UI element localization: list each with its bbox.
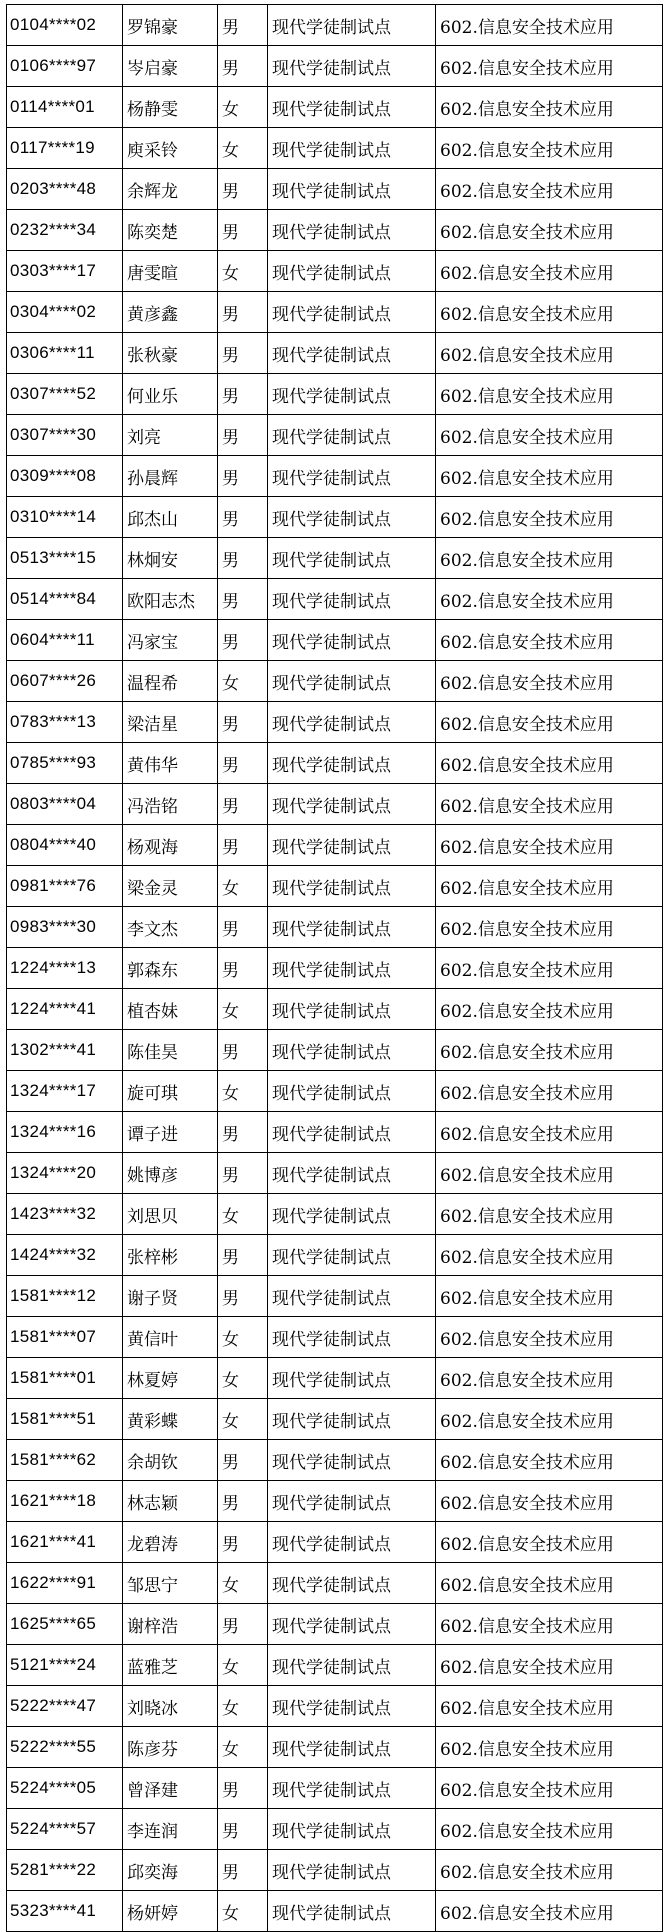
student-id-cell: 0304****02 <box>7 292 123 333</box>
major-cell: 602.信息安全技术应用 <box>436 1317 663 1358</box>
table-row <box>7 1604 663 1645</box>
student-name-cell: 邱杰山 <box>123 497 218 538</box>
student-id-cell: 1625****65 <box>7 1604 123 1645</box>
student-id-cell: 0117****19 <box>7 128 123 169</box>
major-cell: 602.信息安全技术应用 <box>436 989 663 1030</box>
student-id-cell: 1224****13 <box>7 948 123 989</box>
student-name-cell: 林炯安 <box>123 538 218 579</box>
gender-cell: 男 <box>218 538 268 579</box>
table-row <box>7 1850 663 1891</box>
program-type-cell: 现代学徒制试点 <box>268 5 436 46</box>
student-id-cell: 1581****01 <box>7 1358 123 1399</box>
student-name-cell: 陈彦芬 <box>123 1727 218 1768</box>
major-cell: 602.信息安全技术应用 <box>436 1276 663 1317</box>
major-cell: 602.信息安全技术应用 <box>436 1809 663 1850</box>
student-id-cell: 0309****08 <box>7 456 123 497</box>
student-id-cell: 5121****24 <box>7 1645 123 1686</box>
major-cell: 602.信息安全技术应用 <box>436 825 663 866</box>
gender-cell: 女 <box>218 251 268 292</box>
table-row <box>7 1317 663 1358</box>
table-row <box>7 1112 663 1153</box>
student-name-cell: 林夏婷 <box>123 1358 218 1399</box>
table-row <box>7 333 663 374</box>
student-name-cell: 陈佳昊 <box>123 1030 218 1071</box>
program-type-cell: 现代学徒制试点 <box>268 210 436 251</box>
major-cell: 602.信息安全技术应用 <box>436 1440 663 1481</box>
student-name-cell: 刘晓冰 <box>123 1686 218 1727</box>
major-cell: 602.信息安全技术应用 <box>436 128 663 169</box>
student-name-cell: 余胡钦 <box>123 1440 218 1481</box>
major-cell: 602.信息安全技术应用 <box>436 1891 663 1932</box>
student-id-cell: 1621****41 <box>7 1522 123 1563</box>
gender-cell: 男 <box>218 46 268 87</box>
table-row <box>7 907 663 948</box>
gender-cell: 男 <box>218 1235 268 1276</box>
gender-cell: 女 <box>218 661 268 702</box>
major-cell: 602.信息安全技术应用 <box>436 1358 663 1399</box>
student-name-cell: 何业乐 <box>123 374 218 415</box>
student-id-cell: 1581****07 <box>7 1317 123 1358</box>
table-row <box>7 251 663 292</box>
student-id-cell: 0783****13 <box>7 702 123 743</box>
major-cell: 602.信息安全技术应用 <box>436 1768 663 1809</box>
table-row <box>7 825 663 866</box>
program-type-cell: 现代学徒制试点 <box>268 702 436 743</box>
major-cell: 602.信息安全技术应用 <box>436 87 663 128</box>
major-cell: 602.信息安全技术应用 <box>436 292 663 333</box>
major-cell: 602.信息安全技术应用 <box>436 1153 663 1194</box>
major-cell: 602.信息安全技术应用 <box>436 866 663 907</box>
program-type-cell: 现代学徒制试点 <box>268 1768 436 1809</box>
major-cell: 602.信息安全技术应用 <box>436 333 663 374</box>
gender-cell: 男 <box>218 1522 268 1563</box>
major-cell: 602.信息安全技术应用 <box>436 661 663 702</box>
major-cell: 602.信息安全技术应用 <box>436 374 663 415</box>
student-name-cell: 梁金灵 <box>123 866 218 907</box>
major-cell: 602.信息安全技术应用 <box>436 1522 663 1563</box>
gender-cell: 女 <box>218 1727 268 1768</box>
gender-cell: 男 <box>218 579 268 620</box>
program-type-cell: 现代学徒制试点 <box>268 1276 436 1317</box>
major-cell: 602.信息安全技术应用 <box>436 1235 663 1276</box>
table-row <box>7 1276 663 1317</box>
program-type-cell: 现代学徒制试点 <box>268 1850 436 1891</box>
program-type-cell: 现代学徒制试点 <box>268 1071 436 1112</box>
gender-cell: 男 <box>218 333 268 374</box>
major-cell: 602.信息安全技术应用 <box>436 1850 663 1891</box>
student-name-cell: 梁洁星 <box>123 702 218 743</box>
student-name-cell: 谢子贤 <box>123 1276 218 1317</box>
student-id-cell: 0983****30 <box>7 907 123 948</box>
program-type-cell: 现代学徒制试点 <box>268 1235 436 1276</box>
student-id-cell: 1423****32 <box>7 1194 123 1235</box>
student-id-cell: 0307****30 <box>7 415 123 456</box>
major-cell: 602.信息安全技术应用 <box>436 538 663 579</box>
table-row <box>7 579 663 620</box>
table-row <box>7 784 663 825</box>
student-name-cell: 植杏妹 <box>123 989 218 1030</box>
student-id-cell: 0803****04 <box>7 784 123 825</box>
gender-cell: 女 <box>218 128 268 169</box>
major-cell: 602.信息安全技术应用 <box>436 1563 663 1604</box>
table-row <box>7 1563 663 1604</box>
student-id-cell: 5281****22 <box>7 1850 123 1891</box>
gender-cell: 男 <box>218 1850 268 1891</box>
student-id-cell: 1581****51 <box>7 1399 123 1440</box>
program-type-cell: 现代学徒制试点 <box>268 620 436 661</box>
major-cell: 602.信息安全技术应用 <box>436 1727 663 1768</box>
program-type-cell: 现代学徒制试点 <box>268 866 436 907</box>
student-id-cell: 0514****84 <box>7 579 123 620</box>
program-type-cell: 现代学徒制试点 <box>268 1604 436 1645</box>
student-id-cell: 5224****05 <box>7 1768 123 1809</box>
gender-cell: 女 <box>218 866 268 907</box>
program-type-cell: 现代学徒制试点 <box>268 989 436 1030</box>
student-name-cell: 庾采铃 <box>123 128 218 169</box>
table-row <box>7 1686 663 1727</box>
program-type-cell: 现代学徒制试点 <box>268 128 436 169</box>
program-type-cell: 现代学徒制试点 <box>268 1399 436 1440</box>
major-cell: 602.信息安全技术应用 <box>436 456 663 497</box>
table-row <box>7 866 663 907</box>
gender-cell: 男 <box>218 1112 268 1153</box>
student-name-cell: 张秋豪 <box>123 333 218 374</box>
program-type-cell: 现代学徒制试点 <box>268 1194 436 1235</box>
student-name-cell: 黄伟华 <box>123 743 218 784</box>
gender-cell: 女 <box>218 1358 268 1399</box>
program-type-cell: 现代学徒制试点 <box>268 784 436 825</box>
student-id-cell: 0303****17 <box>7 251 123 292</box>
student-name-cell: 刘思贝 <box>123 1194 218 1235</box>
student-id-cell: 0104****02 <box>7 5 123 46</box>
major-cell: 602.信息安全技术应用 <box>436 1112 663 1153</box>
student-id-cell: 0306****11 <box>7 333 123 374</box>
gender-cell: 男 <box>218 374 268 415</box>
student-id-cell: 0310****14 <box>7 497 123 538</box>
student-id-cell: 1324****17 <box>7 1071 123 1112</box>
program-type-cell: 现代学徒制试点 <box>268 948 436 989</box>
major-cell: 602.信息安全技术应用 <box>436 620 663 661</box>
student-id-cell: 1424****32 <box>7 1235 123 1276</box>
major-cell: 602.信息安全技术应用 <box>436 1071 663 1112</box>
table-row <box>7 1194 663 1235</box>
student-id-cell: 1581****62 <box>7 1440 123 1481</box>
gender-cell: 男 <box>218 702 268 743</box>
student-id-cell: 0604****11 <box>7 620 123 661</box>
major-cell: 602.信息安全技术应用 <box>436 1604 663 1645</box>
table-row <box>7 128 663 169</box>
student-list-table <box>6 4 663 1932</box>
gender-cell: 女 <box>218 1686 268 1727</box>
student-id-cell: 5222****47 <box>7 1686 123 1727</box>
program-type-cell: 现代学徒制试点 <box>268 1891 436 1932</box>
program-type-cell: 现代学徒制试点 <box>268 825 436 866</box>
gender-cell: 男 <box>218 1809 268 1850</box>
student-name-cell: 邱奕海 <box>123 1850 218 1891</box>
gender-cell: 男 <box>218 456 268 497</box>
student-name-cell: 欧阳志杰 <box>123 579 218 620</box>
table-row <box>7 702 663 743</box>
gender-cell: 男 <box>218 1153 268 1194</box>
major-cell: 602.信息安全技术应用 <box>436 579 663 620</box>
student-name-cell: 黄彩蝶 <box>123 1399 218 1440</box>
student-id-cell: 0981****76 <box>7 866 123 907</box>
table-row <box>7 1768 663 1809</box>
program-type-cell: 现代学徒制试点 <box>268 87 436 128</box>
table-row <box>7 661 663 702</box>
major-cell: 602.信息安全技术应用 <box>436 1481 663 1522</box>
major-cell: 602.信息安全技术应用 <box>436 5 663 46</box>
program-type-cell: 现代学徒制试点 <box>268 1809 436 1850</box>
program-type-cell: 现代学徒制试点 <box>268 497 436 538</box>
program-type-cell: 现代学徒制试点 <box>268 251 436 292</box>
gender-cell: 男 <box>218 1440 268 1481</box>
student-name-cell: 唐雯暄 <box>123 251 218 292</box>
student-name-cell: 蓝雅芝 <box>123 1645 218 1686</box>
program-type-cell: 现代学徒制试点 <box>268 333 436 374</box>
table-row <box>7 1071 663 1112</box>
major-cell: 602.信息安全技术应用 <box>436 251 663 292</box>
gender-cell: 女 <box>218 1194 268 1235</box>
student-name-cell: 邹思宁 <box>123 1563 218 1604</box>
student-id-cell: 0114****01 <box>7 87 123 128</box>
student-name-cell: 旋可琪 <box>123 1071 218 1112</box>
student-name-cell: 罗锦豪 <box>123 5 218 46</box>
gender-cell: 男 <box>218 210 268 251</box>
program-type-cell: 现代学徒制试点 <box>268 292 436 333</box>
student-id-cell: 0607****26 <box>7 661 123 702</box>
gender-cell: 男 <box>218 1604 268 1645</box>
gender-cell: 男 <box>218 743 268 784</box>
student-name-cell: 张梓彬 <box>123 1235 218 1276</box>
table-row <box>7 1153 663 1194</box>
student-id-cell: 0232****34 <box>7 210 123 251</box>
gender-cell: 男 <box>218 169 268 210</box>
program-type-cell: 现代学徒制试点 <box>268 1481 436 1522</box>
student-name-cell: 杨静雯 <box>123 87 218 128</box>
table-row <box>7 1645 663 1686</box>
student-id-cell: 1324****20 <box>7 1153 123 1194</box>
table-row <box>7 169 663 210</box>
major-cell: 602.信息安全技术应用 <box>436 1686 663 1727</box>
table-row <box>7 46 663 87</box>
program-type-cell: 现代学徒制试点 <box>268 169 436 210</box>
program-type-cell: 现代学徒制试点 <box>268 1727 436 1768</box>
major-cell: 602.信息安全技术应用 <box>436 1399 663 1440</box>
table-row <box>7 1481 663 1522</box>
table-row <box>7 374 663 415</box>
student-id-cell: 0513****15 <box>7 538 123 579</box>
table-row <box>7 1809 663 1850</box>
table-row <box>7 1727 663 1768</box>
program-type-cell: 现代学徒制试点 <box>268 661 436 702</box>
table-row <box>7 948 663 989</box>
program-type-cell: 现代学徒制试点 <box>268 1645 436 1686</box>
gender-cell: 女 <box>218 1317 268 1358</box>
program-type-cell: 现代学徒制试点 <box>268 456 436 497</box>
student-id-cell: 5224****57 <box>7 1809 123 1850</box>
program-type-cell: 现代学徒制试点 <box>268 46 436 87</box>
major-cell: 602.信息安全技术应用 <box>436 497 663 538</box>
program-type-cell: 现代学徒制试点 <box>268 538 436 579</box>
student-id-cell: 1224****41 <box>7 989 123 1030</box>
student-id-cell: 1302****41 <box>7 1030 123 1071</box>
program-type-cell: 现代学徒制试点 <box>268 374 436 415</box>
student-name-cell: 李连润 <box>123 1809 218 1850</box>
gender-cell: 男 <box>218 1030 268 1071</box>
student-name-cell: 林志颖 <box>123 1481 218 1522</box>
program-type-cell: 现代学徒制试点 <box>268 415 436 456</box>
table-row <box>7 1440 663 1481</box>
student-id-cell: 0307****52 <box>7 374 123 415</box>
table-row <box>7 415 663 456</box>
table-row <box>7 5 663 46</box>
program-type-cell: 现代学徒制试点 <box>268 1317 436 1358</box>
program-type-cell: 现代学徒制试点 <box>268 1030 436 1071</box>
major-cell: 602.信息安全技术应用 <box>436 784 663 825</box>
program-type-cell: 现代学徒制试点 <box>268 1522 436 1563</box>
gender-cell: 男 <box>218 825 268 866</box>
gender-cell: 男 <box>218 1481 268 1522</box>
major-cell: 602.信息安全技术应用 <box>436 743 663 784</box>
table-row <box>7 620 663 661</box>
student-name-cell: 龙碧涛 <box>123 1522 218 1563</box>
student-id-cell: 0106****97 <box>7 46 123 87</box>
student-id-cell: 1324****16 <box>7 1112 123 1153</box>
major-cell: 602.信息安全技术应用 <box>436 702 663 743</box>
table-row <box>7 1358 663 1399</box>
gender-cell: 男 <box>218 948 268 989</box>
table-row <box>7 292 663 333</box>
student-id-cell: 0804****40 <box>7 825 123 866</box>
gender-cell: 男 <box>218 5 268 46</box>
student-name-cell: 余辉龙 <box>123 169 218 210</box>
major-cell: 602.信息安全技术应用 <box>436 1645 663 1686</box>
major-cell: 602.信息安全技术应用 <box>436 948 663 989</box>
table-row <box>7 210 663 251</box>
program-type-cell: 现代学徒制试点 <box>268 1112 436 1153</box>
gender-cell: 男 <box>218 784 268 825</box>
major-cell: 602.信息安全技术应用 <box>436 169 663 210</box>
student-id-cell: 0203****48 <box>7 169 123 210</box>
student-name-cell: 杨妍婷 <box>123 1891 218 1932</box>
student-name-cell: 温程希 <box>123 661 218 702</box>
table-row <box>7 538 663 579</box>
student-name-cell: 冯浩铭 <box>123 784 218 825</box>
student-name-cell: 黄彦鑫 <box>123 292 218 333</box>
table-row <box>7 989 663 1030</box>
student-name-cell: 谢梓浩 <box>123 1604 218 1645</box>
student-id-cell: 1581****12 <box>7 1276 123 1317</box>
gender-cell: 女 <box>218 1645 268 1686</box>
student-id-cell: 1621****18 <box>7 1481 123 1522</box>
gender-cell: 男 <box>218 415 268 456</box>
student-name-cell: 李文杰 <box>123 907 218 948</box>
student-id-cell: 1622****91 <box>7 1563 123 1604</box>
program-type-cell: 现代学徒制试点 <box>268 907 436 948</box>
gender-cell: 女 <box>218 1071 268 1112</box>
table-row <box>7 743 663 784</box>
program-type-cell: 现代学徒制试点 <box>268 1686 436 1727</box>
student-id-cell: 0785****93 <box>7 743 123 784</box>
gender-cell: 女 <box>218 1891 268 1932</box>
student-name-cell: 孙晨辉 <box>123 456 218 497</box>
major-cell: 602.信息安全技术应用 <box>436 1194 663 1235</box>
gender-cell: 男 <box>218 292 268 333</box>
table-row <box>7 1235 663 1276</box>
program-type-cell: 现代学徒制试点 <box>268 1440 436 1481</box>
gender-cell: 男 <box>218 1768 268 1809</box>
program-type-cell: 现代学徒制试点 <box>268 1358 436 1399</box>
student-name-cell: 曾泽建 <box>123 1768 218 1809</box>
program-type-cell: 现代学徒制试点 <box>268 1153 436 1194</box>
student-name-cell: 杨观海 <box>123 825 218 866</box>
gender-cell: 男 <box>218 1276 268 1317</box>
table-row <box>7 1399 663 1440</box>
student-name-cell: 刘亮 <box>123 415 218 456</box>
student-name-cell: 陈奕楚 <box>123 210 218 251</box>
student-name-cell: 岑启豪 <box>123 46 218 87</box>
table-row <box>7 1030 663 1071</box>
gender-cell: 女 <box>218 989 268 1030</box>
major-cell: 602.信息安全技术应用 <box>436 46 663 87</box>
major-cell: 602.信息安全技术应用 <box>436 210 663 251</box>
table-row <box>7 456 663 497</box>
student-name-cell: 郭森东 <box>123 948 218 989</box>
gender-cell: 女 <box>218 87 268 128</box>
gender-cell: 男 <box>218 620 268 661</box>
gender-cell: 男 <box>218 497 268 538</box>
major-cell: 602.信息安全技术应用 <box>436 907 663 948</box>
table-row <box>7 1522 663 1563</box>
student-list-body <box>7 5 663 1932</box>
major-cell: 602.信息安全技术应用 <box>436 1030 663 1071</box>
student-name-cell: 姚博彦 <box>123 1153 218 1194</box>
student-id-cell: 5323****41 <box>7 1891 123 1932</box>
table-row <box>7 497 663 538</box>
student-id-cell: 5222****55 <box>7 1727 123 1768</box>
student-name-cell: 谭子进 <box>123 1112 218 1153</box>
student-name-cell: 冯家宝 <box>123 620 218 661</box>
gender-cell: 女 <box>218 1563 268 1604</box>
gender-cell: 女 <box>218 1399 268 1440</box>
program-type-cell: 现代学徒制试点 <box>268 579 436 620</box>
student-name-cell: 黄信叶 <box>123 1317 218 1358</box>
program-type-cell: 现代学徒制试点 <box>268 743 436 784</box>
program-type-cell: 现代学徒制试点 <box>268 1563 436 1604</box>
table-row <box>7 87 663 128</box>
table-row <box>7 1891 663 1932</box>
major-cell: 602.信息安全技术应用 <box>436 415 663 456</box>
gender-cell: 男 <box>218 907 268 948</box>
